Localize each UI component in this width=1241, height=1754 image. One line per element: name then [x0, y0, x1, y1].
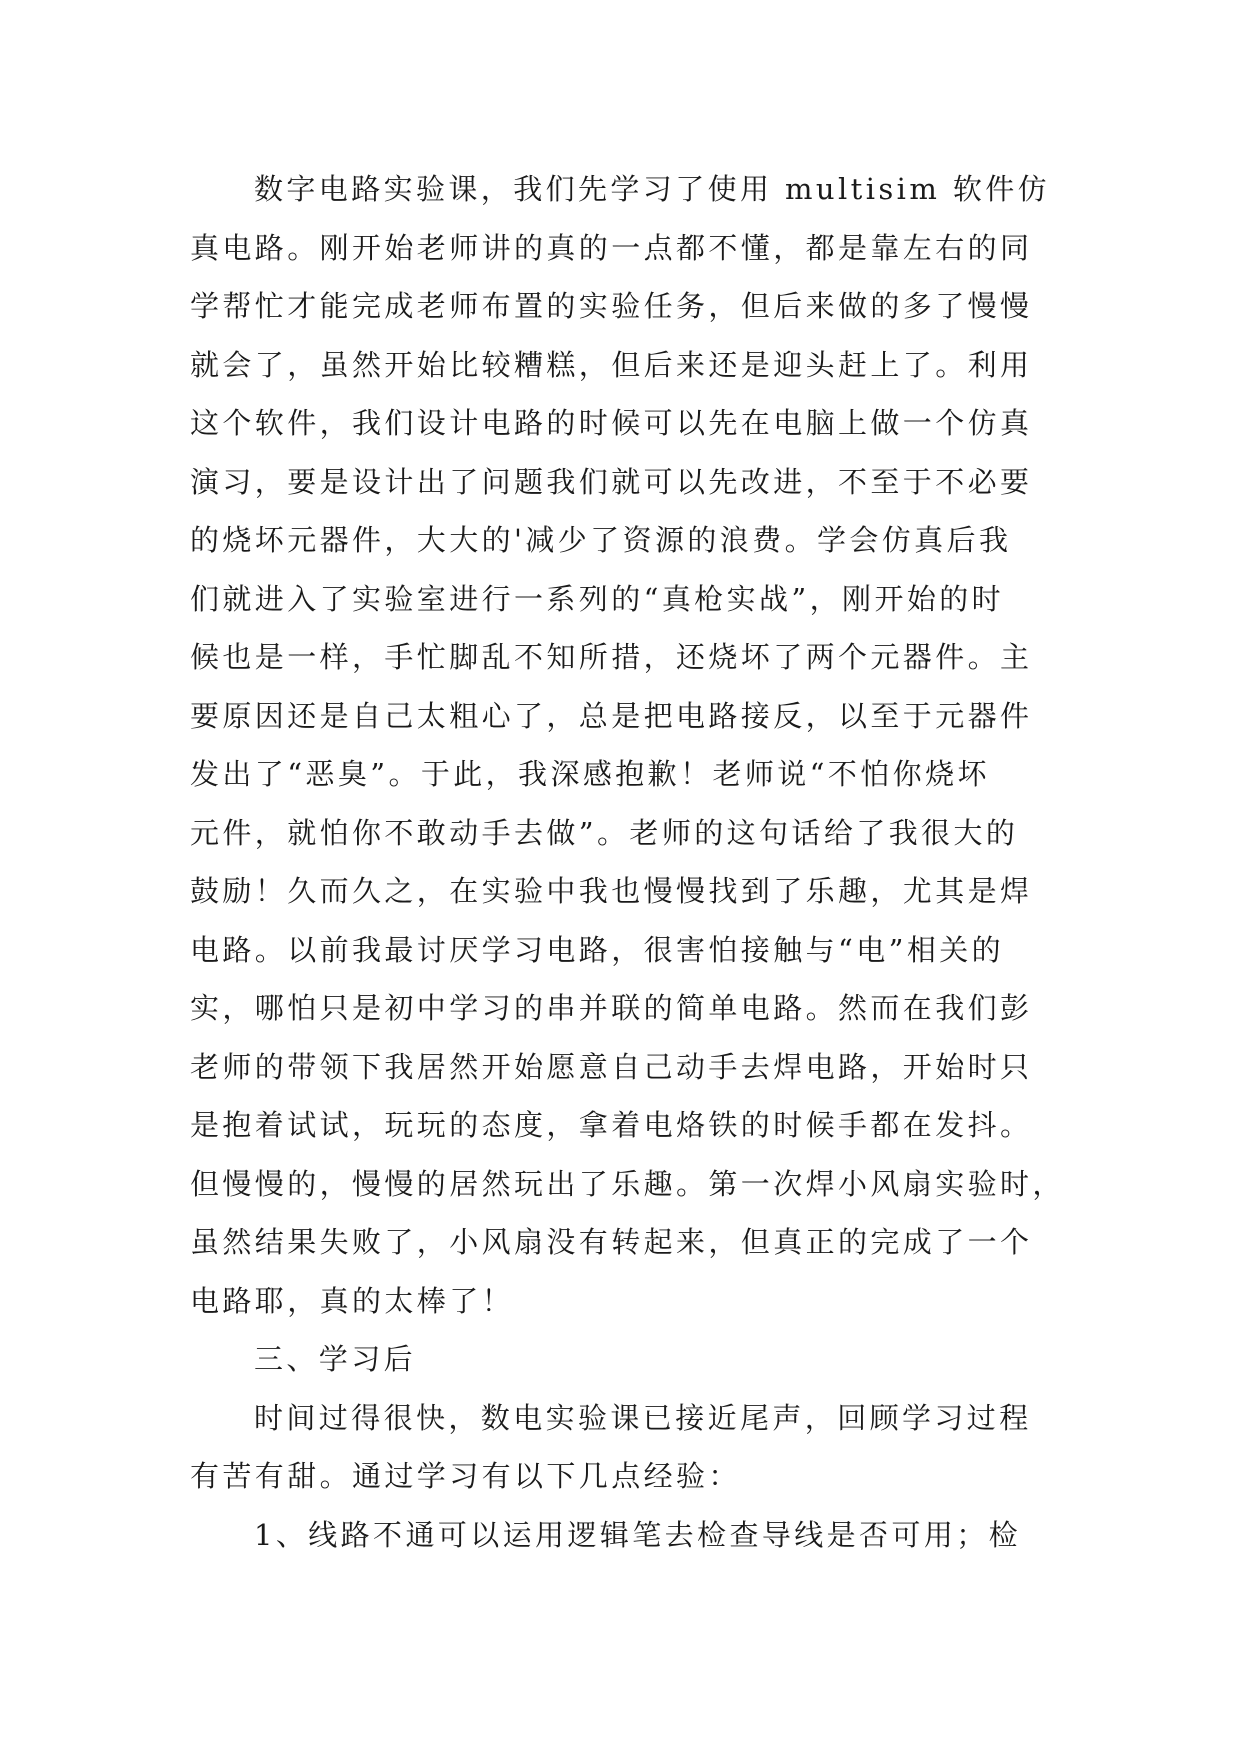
paragraph-line: 时间过得很快，数电实验课已接近尾声，回顾学习过程 [254, 1400, 1032, 1435]
paragraph-line: 真电路。刚开始老师讲的真的一点都不懂，都是靠左右的同 [190, 230, 1033, 265]
paragraph-line: 要原因还是自己太粗心了，总是把电路接反，以至于元器件 [190, 698, 1033, 733]
paragraph-line: 实，哪怕只是初中学习的串并联的简单电路。然而在我们彭 [190, 991, 1033, 1025]
paragraph-line: 是抱着试试，玩玩的态度，拿着电烙铁的时候手都在发抖。 [190, 1108, 1033, 1142]
paragraph-line: 有苦有甜。通过学习有以下几点经验： [190, 1459, 741, 1493]
paragraph-line: 老师的带领下我居然开始愿意自己动手去焊电路，开始时只 [190, 1049, 1033, 1084]
paragraph-line: 学帮忙才能完成老师布置的实验任务，但后来做的多了慢慢 [190, 289, 1033, 323]
paragraph-line: 这个软件，我们设计电路的时候可以先在电脑上做一个仿真 [190, 406, 1033, 440]
list-item: 1、线路不通可以运用逻辑笔去检查导线是否可用；检 [254, 1517, 1022, 1552]
paragraph-line: 虽然结果失败了，小风扇没有转起来，但真正的完成了一个 [190, 1225, 1033, 1259]
section-heading: 三、学习后 [254, 1342, 417, 1376]
paragraph-line: 鼓励！久而久之，在实验中我也慢慢找到了乐趣，尤其是焊 [190, 874, 1033, 908]
paragraph-line: 的烧坏元器件，大大的'减少了资源的浪费。学会仿真后我 [190, 523, 1012, 557]
paragraph-line: 演习，要是设计出了问题我们就可以先改进，不至于不必要 [190, 464, 1033, 499]
paragraph-line: 但慢慢的，慢慢的居然玩出了乐趣。第一次焊小风扇实验时， [190, 1166, 1065, 1201]
paragraph-line: 元件，就怕你不敢动手去做”。老师的这句话给了我很大的 [190, 815, 1019, 850]
paragraph-line: 电路。以前我最讨厌学习电路，很害怕接触与“电”相关的 [190, 932, 1005, 967]
document-body [190, 160, 1070, 1564]
paragraph-line: 发出了“恶臭”。于此，我深感抱歉！老师说“不怕你烧坏 [190, 757, 990, 791]
paragraph-line: 数字电路实验课，我们先学习了使用 multisim 软件仿 [254, 172, 1051, 206]
paragraph-line: 们就进入了实验室进行一系列的“真枪实战”，刚开始的时 [190, 581, 1005, 616]
paragraph-line: 候也是一样，手忙脚乱不知所措，还烧坏了两个元器件。主 [190, 640, 1033, 674]
paragraph-line: 电路耶，真的太棒了！ [190, 1283, 515, 1318]
paragraph-line: 就会了，虽然开始比较糟糕，但后来还是迎头赶上了。利用 [190, 347, 1033, 382]
